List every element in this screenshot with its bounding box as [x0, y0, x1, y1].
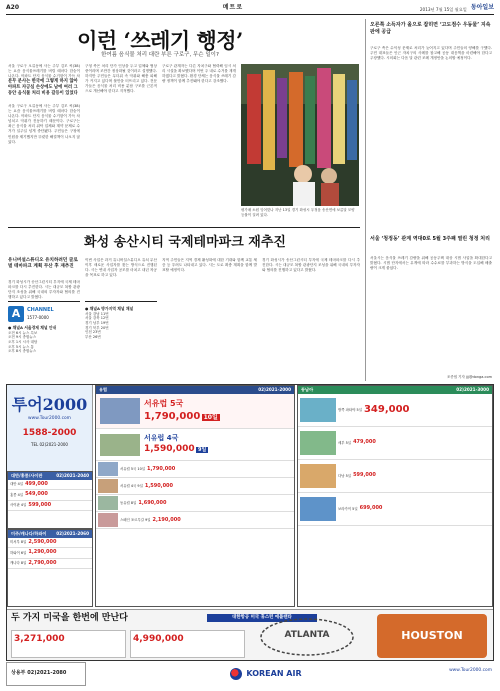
ad-section-americas[interactable] [7, 529, 93, 607]
atlanta-label: ATLANTA [284, 630, 330, 640]
channel-item: 오후 5시 뉴스 통 [8, 344, 34, 349]
article1-col2: 구청 측은 처리 단가 인상을 두고 업체와 협상 중이라며 조만간 정상화될 것이라고 설명했다. 하지만 주민들은 무더위 속 악취와 해충 피해가 커지고 있다며 불만을 터뜨리고 있다. 전문가들은 음식물 처리 비용 분담 구조를 근본적으로 개선해야 한다고 지적했다. [85, 64, 157, 94]
row-label: 사이판 4일 [10, 502, 27, 507]
channel-a-logo: A [8, 306, 24, 322]
section-tel: 02)2021-2000 [258, 387, 291, 392]
channel-item: 오전 9시 종합뉴스 [8, 335, 37, 340]
promo2-price: 1,590,000 [144, 444, 195, 455]
article2-col4: 경기 화성시가 송산그린시티 부지에 국제 테마파크를 다시 추진한다. 시는 대규모 복합 관광단지 조성을 위해 국내외 투자자와 협의를 진행하고 있다고 밝혔다. [262, 258, 360, 273]
promo-price: 1,790,000 [144, 410, 201, 422]
row-label: 방콕 파타야 5일 [338, 407, 362, 412]
ad-footer [6, 662, 494, 688]
row-label: 대만 4일 [10, 482, 24, 487]
package-right-price: 4,990,000 [133, 634, 184, 644]
side-headline-2: 서울 ‘청정동’ 관계 역대0로 5월 3주째 열린 청정 처리 [370, 236, 490, 242]
package-left-price: 3,271,000 [14, 634, 65, 644]
tour-thumb [300, 398, 336, 422]
row-label: 홍콩 4일 [10, 492, 24, 497]
europe-photo [100, 398, 140, 424]
section-name: 대만/홍콩/사이판 [11, 473, 43, 478]
tour-thumb [98, 479, 118, 493]
ad-section-europe[interactable] [95, 385, 295, 607]
airline-icon [230, 668, 242, 680]
article2-col3: 지역 주민들은 지역 경제 활성화에 대한 기대와 함께 교통 체증 등 우려도 나타내고 있다. 시는 도로 확충 계획을 함께 발표할 예정이다. [162, 258, 257, 273]
side-headline-1: 오른쪽 소득자가 올으로 잡히면 ‘고도점수 우동물’ 지속 판에 공급 [370, 22, 491, 35]
promo-title: 서유럽 5국 [144, 399, 184, 409]
tour-thumb [98, 462, 118, 476]
tour-thumb [300, 464, 336, 488]
channel-guide-box [85, 301, 157, 381]
article2-col1: 경기 화성시가 송산그린시티 부지에 국제 테마파크를 다시 추진한다. 시는 대규모 복합 관광단지 조성을 위해 국내외 투자자와 협의를 진행하고 있다고 밝혔다. [8, 280, 80, 300]
tour-thumb [98, 496, 118, 510]
article1-headline: 이런 ‘쓰레기 행정’ [77, 28, 243, 53]
article1-subhead: 한여름 음식물 처리 대란 부른 구로구, 무슨 일이? [101, 52, 219, 58]
photo-caption: 평가매 소원 잉어맞나 지난 13일 경기 화성시 우정읍 송산면에 보름달 모양 등불이 걸려 있다. [241, 208, 355, 217]
article1-col1: 서울 구로구 오류동에 사는 주부 김모 씨(38)는 요즘 음식물쓰레기를 버릴 때마다 한숨이 나온다. 아파트 단지 음식물 수거함이 가득 차 넘치고 악취가 진동하기 때문이다. 구로구는 최근 음식물 처리 위탁 업체와 계약 문제로 수거가 일주일 넘게 중단됐다. 주민들은 구청에 민원을 제기했지만 뚜렷한 해결책이 나오지 않았다. [8, 104, 80, 144]
lantern-photo [241, 64, 359, 206]
tour-thumb [300, 431, 336, 455]
row-label: 스페인 포르투갈 9일 [120, 517, 151, 522]
row-price: 699,000 [359, 505, 383, 512]
tour-thumb [98, 513, 118, 527]
section-tel: 02)2021-3000 [456, 387, 489, 392]
issue-date: 2013년 7월 15일 월요일 [419, 6, 467, 12]
channel-item: 오후 8시 종합뉴스 [8, 349, 37, 354]
divider [8, 227, 360, 228]
ad-section-sea[interactable] [297, 385, 493, 607]
promo2-days: 9일 [197, 447, 207, 454]
article1-col3: 구로구 관계자는 다른 자치구와 협력해 임시 처리 시설을 확보했다며 이번 주 내로 수거를 재개하겠다고 밝혔다. 환경 단체는 음식물 쓰레기 감량 정책이 함께 추진돼야 한다고 강조했다. [162, 64, 236, 84]
guide-item: 인천 23번 [85, 330, 101, 335]
channel-title: CHANNEL [27, 307, 54, 314]
row-price: 2,790,000 [28, 559, 57, 566]
package-right[interactable] [130, 630, 245, 658]
guide-item: 서울 강북 12번 [85, 316, 109, 321]
row-price: 1,290,000 [28, 549, 57, 556]
side-text-1: 구로구 측은 수익성 문제로 처리가 늦어지고 있다며 주민들의 양해를 구했다. 주민 대표들은 인근 자치구의 사례를 참고해 공동 대응책을 마련해야 한다고 주장했다. 시의회는 다음 달 관련 조례 개정안을 논의할 예정이다. [370, 46, 492, 61]
row-label: 서유럽 4국 9일 [120, 483, 143, 488]
ad-usa-banner[interactable] [7, 609, 493, 660]
channel-tel: 1577-0000 [27, 314, 49, 320]
row-price: 599,000 [353, 472, 376, 479]
article2-headline: 화성 송산시티 국제테마파크 재추진 [84, 235, 286, 250]
section-name: 동남아 [301, 387, 314, 392]
banner-title: 두 가지 미국을 한번에 만난다 [11, 613, 128, 623]
channel-box [8, 301, 80, 381]
atlanta-stamp [257, 616, 357, 658]
article2-col2: 이번 사업은 과거 유니버설스튜디오 유치 무산 이후 새로운 사업자를 찾는 방식으로 진행된다. 시는 연내 사업자 공모를 마치고 내년 착공을 목표로 하고 있다. [85, 258, 157, 278]
row-label: 동유럽 8일 [120, 500, 137, 505]
tour-thumb [300, 497, 336, 521]
footer-url[interactable]: www.Tour2000.com [449, 668, 492, 673]
row-price: 1,790,000 [147, 465, 176, 472]
promo2-title: 서유럽 4국 [144, 434, 179, 443]
section-tel: 02)2021-2060 [56, 531, 89, 536]
row-price: 479,000 [353, 439, 376, 446]
row-label: 하와이 6일 [10, 550, 27, 555]
travel-advertisement[interactable] [6, 384, 494, 661]
section-name: 유럽 [99, 387, 108, 392]
section-title: 메트로 [222, 4, 244, 12]
ad-main-tel: 1588-2000 [22, 427, 77, 438]
column-divider [365, 19, 366, 381]
row-label: 세부 5일 [338, 440, 352, 445]
row-price: 499,000 [25, 481, 48, 488]
row-price: 1,590,000 [144, 482, 174, 489]
ad-url[interactable]: www.Tour2000.com [28, 416, 71, 422]
guide-item: 경기 북부 20번 [85, 325, 109, 330]
ad-section-taiwan[interactable] [7, 471, 93, 529]
row-price: 599,000 [28, 501, 52, 508]
article2-lead: 유니버설스튜디오 유치하려던 글로벌 테마파크 계획 무산 후 재추진 [8, 258, 78, 270]
row-price: 349,000 [363, 403, 410, 415]
page-header [6, 3, 494, 15]
newspaper-brand: 동아일보 [470, 4, 494, 12]
guide-item: 경기 남부 19번 [85, 320, 109, 325]
row-price: 2,190,000 [152, 516, 181, 523]
footer-tel: 상용부 02)2021-2080 [6, 662, 86, 686]
article1-lead: 분무 분사는 한국에 그렇게 하지 않아 아파트 자긍심 손상에도 남에 여러 그동안 음식물 처리 비용 갈등이 있었다 [8, 79, 78, 96]
byline: 조종엽 기자 jjj@donga.com [446, 375, 492, 379]
guide-item: 서울 강남 11번 [85, 311, 109, 316]
side-text-2: 서울시는 음식물 쓰레기 감량을 위해 공동주택 대상 시범 사업을 확대한다고 밝혔다. 시범 단지에서는 무게에 따라 수수료를 부과하는 방식을 도입해 배출량이 크게 줄었다. [370, 256, 492, 271]
airline-name: KOREAN AIR [246, 669, 302, 679]
channel-item: 오후 1시 시사 대담 [8, 339, 38, 344]
ad-brand-logo: 투어2000 [11, 395, 88, 414]
banner-subtitle: 대한항공 미국 휴스턴 애틀랜타 [207, 614, 317, 622]
row-price: 2,590,000 [28, 539, 57, 546]
promo-days: 10일 [203, 413, 218, 421]
ad-brand-block[interactable] [7, 385, 93, 471]
page-number: A20 [6, 4, 19, 12]
houston-stamp [377, 614, 487, 658]
row-label: 서유럽 5국 10일 [120, 466, 146, 471]
package-left[interactable] [11, 630, 126, 658]
houston-label: HOUSTON [401, 629, 463, 642]
article1-col1-top: 서울 구로구 오류동에 사는 주부 김모 씨(38)는 요즘 음식물쓰레기를 버릴 때마다 한숨이 나온다. 아파트 단지 음식물 수거함이 가득 차 [8, 64, 80, 78]
row-label: 캐나다 8일 [10, 560, 27, 565]
section-tel: 02)2021-2040 [56, 473, 89, 478]
channel-list-title: ● 채널A 서울경제 채널 안내 [8, 325, 57, 330]
europe-photo-2 [100, 434, 140, 456]
guide-item: 부산 26번 [85, 335, 101, 340]
channel-item: 오전 6시 뉴스 특보 [8, 330, 38, 335]
row-price: 549,000 [25, 491, 48, 498]
row-label: 미서부 8일 [10, 540, 27, 545]
row-price: 1,690,000 [138, 499, 167, 506]
guide-title: ● 채널A 방가지역 채널 채널 [85, 306, 134, 311]
row-label: 다낭 5일 [338, 473, 352, 478]
section-name: 미주/캐나다/하와이 [11, 531, 47, 536]
ad-sub-tel: TEL 02)2021-2000 [31, 441, 68, 447]
row-label: 보라카이 5일 [338, 506, 358, 511]
airline-logo [206, 664, 326, 684]
